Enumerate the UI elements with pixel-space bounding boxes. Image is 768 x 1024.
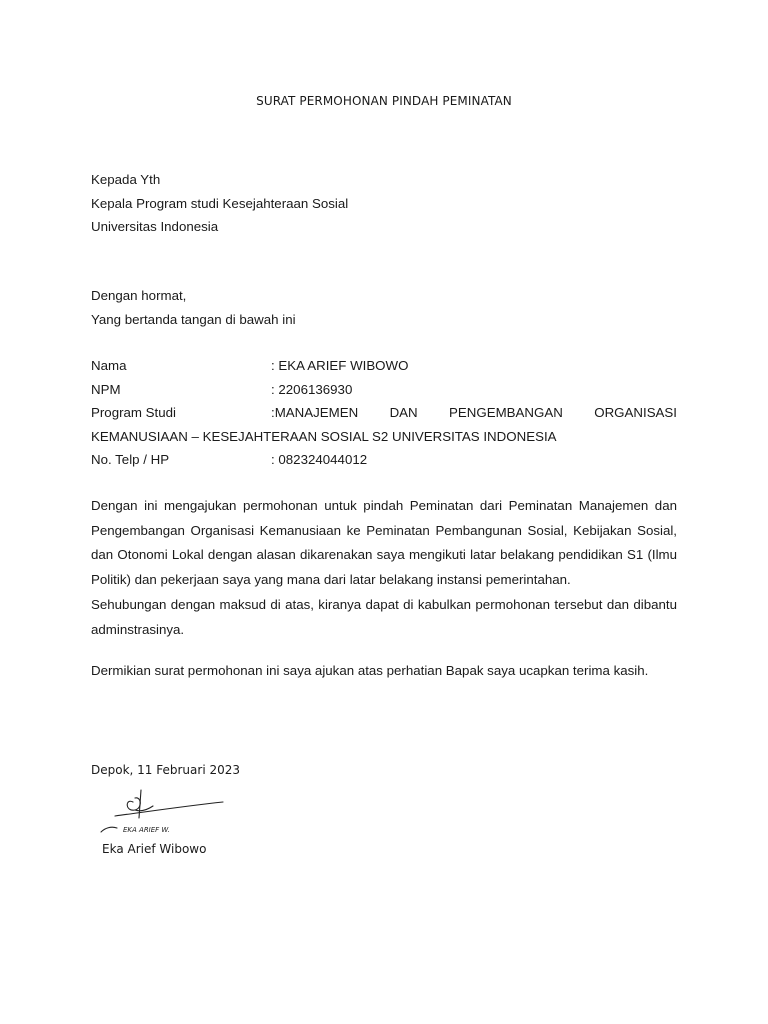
prodi-word: :MANAJEMEN	[271, 405, 359, 420]
prodi-word: DAN	[389, 405, 418, 420]
letter-title: SURAT PERMOHONAN PINDAH PEMINATAN	[256, 94, 512, 108]
identity-fields	[91, 354, 677, 472]
field-value-prodi	[271, 401, 677, 425]
signature-image	[95, 788, 225, 836]
signature-handwriting: EKA ARIEF W.	[123, 826, 170, 834]
field-row-prodi	[91, 401, 677, 425]
field-label-telp: No. Telp / HP	[91, 452, 170, 467]
body-paragraph: Sehubungan dengan maksud di atas, kiranya dapat di kabulkan permohonan tersebut dan dibantu adminstrasinya.	[91, 596, 677, 637]
signer-name: Eka Arief Wibowo	[102, 842, 207, 856]
field-row-telp	[91, 448, 677, 472]
closing-block	[91, 659, 677, 683]
field-label-nama: Nama	[91, 358, 127, 373]
recipient-salutation: Kepada Yth	[91, 172, 161, 187]
field-value-npm: : 2206136930	[271, 381, 353, 397]
body-paragraph: Dengan ini mengajukan permohonan untuk pindah Peminatan dari Peminatan Manajemen dan Pengembangan Organisasi Kemanusiaan ke Peminatan Pembangunan Sosial, Kebijakan Sosial, dan Otonomi Lokal dengan alasan dikarenakan saya mengikuti latar belakang pendidikan S1 (Ilmu Politik) dan pekerjaan saya yang mana dari latar belakang instansi pemerintahan.	[91, 498, 677, 588]
recipient-position: Kepala Program studi Kesejahteraan Sosial	[91, 195, 349, 211]
letter-date: Depok, 11 Februari 2023	[91, 763, 241, 777]
greeting-line: Dengan hormat,	[91, 288, 187, 303]
field-row-npm	[91, 378, 677, 402]
prodi-word: PENGEMBANGAN	[449, 405, 563, 420]
recipient-institution: Universitas Indonesia	[91, 219, 219, 234]
field-label-prodi: Program Studi	[91, 405, 176, 420]
recipient-block	[91, 168, 677, 239]
prodi-word: ORGANISASI	[594, 405, 677, 420]
field-value-telp: : 082324044012	[271, 452, 368, 467]
greeting-block	[91, 284, 677, 331]
field-value-nama: : EKA ARIEF WIBOWO	[271, 358, 409, 373]
field-label-npm: NPM	[91, 381, 121, 397]
field-row-nama	[91, 354, 677, 378]
field-value-prodi-continued: KEMANUSIAAN – KESEJAHTERAAN SOSIAL S2 UNIVERSITAS INDONESIA	[91, 428, 557, 444]
intro-line: Yang bertanda tangan di bawah ini	[91, 311, 296, 327]
closing-sentence: Dermikian surat permohonan ini saya ajukan atas perhatian Bapak saya ucapkan terima kasih.	[91, 663, 649, 678]
letter-body	[91, 494, 677, 642]
